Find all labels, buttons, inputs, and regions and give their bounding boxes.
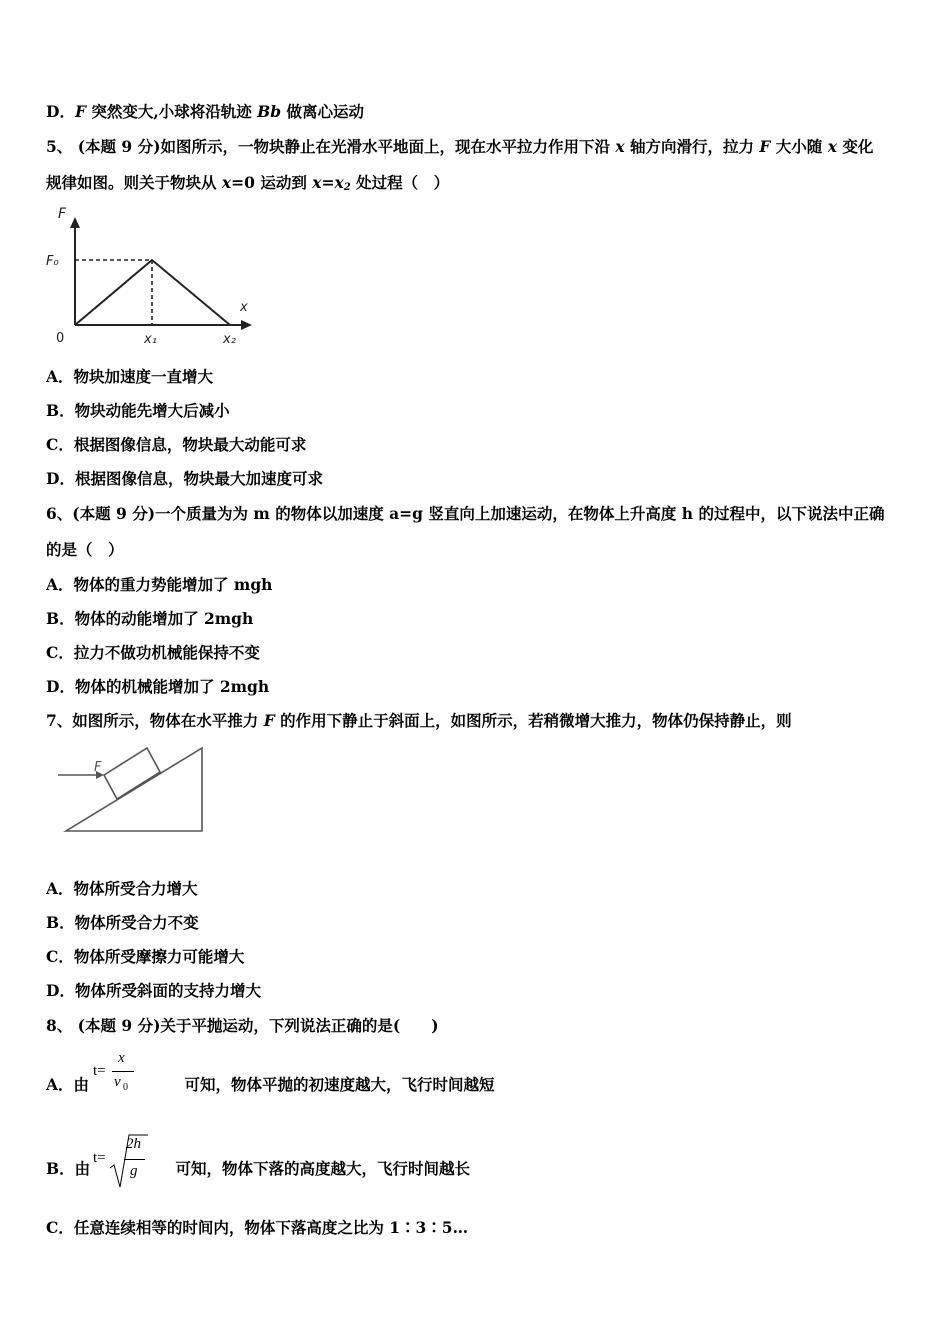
q7-force-label: F [94,760,102,775]
q7-option-c: C．物体所受摩擦力可能增大 [46,947,245,966]
graph-x1-label: x₁ [144,332,157,347]
q8-stem: 8、 (本题 9 分)关于平抛运动，下列说法正确的是( ) [46,1016,439,1035]
q8-option-b: B．由 可知，物体下落的高度越大，飞行时间越长 [46,1159,471,1178]
graph-y-label: F [58,206,67,222]
q6-stem-line1: 6、(本题 9 分)一个质量为为 m 的物体以加速度 a=g 竖直向上加速运动，在物体上升高度 h 的过程中，以下说法中正确 [46,504,885,523]
fraction-bar [124,1159,145,1160]
q8-option-c: C．任意连续相等的时间内，物体下落高度之比为 1∶3∶5… [46,1218,469,1237]
graph-x2-label: x₂ [223,332,236,347]
q7-option-a: A．物体所受合力增大 [46,879,198,898]
q6-option-d: D．物体的机械能增加了 2mgh [46,677,270,696]
q5-option-c: C．根据图像信息，物块最大动能可求 [46,435,307,454]
q8-option-a: A．由 可知，物体平抛的初速度越大，飞行时间越短 [46,1075,495,1094]
q6-option-a: A．物体的重力势能增加了 mgh [46,575,273,594]
q6-option-c: C．拉力不做功机械能保持不变 [46,643,260,662]
q4-option-d: D．F 突然变大,小球将沿轨迹 Bb 做离心运动 [46,102,365,121]
q8-formula-a: t= x v 0 [93,1050,143,1102]
q5-force-graph [40,200,270,350]
graph-origin-label: 0 [56,331,65,346]
q8-formula-b: t= 2h g [93,1130,153,1190]
q7-incline-figure [52,740,212,840]
graph-f0-label: F₀ [46,254,59,269]
q5-option-b: B．物块动能先增大后减小 [46,401,230,420]
q6-stem-line2: 的是（ ） [46,540,124,559]
q5-option-d: D．根据图像信息，物块最大加速度可求 [46,469,323,488]
q6-option-b: B．物体的动能增加了 2mgh [46,609,254,628]
q7-stem: 7、如图所示，物体在水平推力 F 的作用下静止于斜面上，如图所示，若稍微增大推力，物体仍保持静止，则 [46,711,792,730]
q5-stem-line1: 5、 (本题 9 分)如图所示，一物块静止在光滑水平地面上，现在水平拉力作用下沿 x 轴方向滑行，拉力 F 大小随 x 变化 [46,137,874,156]
x-axis-arrow-icon [241,320,252,330]
q7-option-d: D．物体所受斜面的支持力增大 [46,981,261,1000]
q7-option-b: B．物体所受合力不变 [46,913,199,932]
q5-option-a: A．物块加速度一直增大 [46,367,214,386]
y-axis-arrow-icon [70,217,80,228]
q5-stem-line2: 规律如图。则关于物块从 x=0 运动到 $x=x_2$ 处过程（ ） [46,173,450,193]
graph-x-label: x [240,300,248,315]
fraction-bar [112,1071,134,1072]
